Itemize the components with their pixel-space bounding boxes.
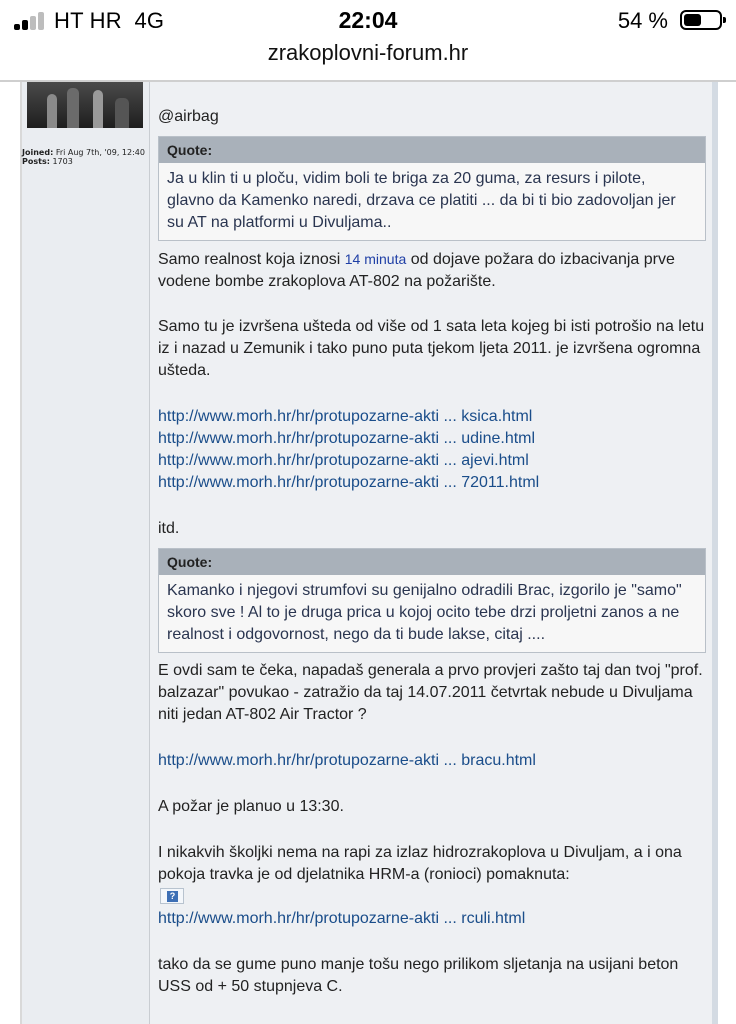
network-label: 4G: [134, 8, 165, 33]
link-ajevi[interactable]: http://www.morh.hr/hr/protupozarne-akti ... ajevi.html: [158, 452, 529, 469]
paragraph-6: tako da se gume puno manje tošu nego prilikom sljetanja na usijani beton USS od + 50 stupnjeva C.: [158, 956, 679, 995]
user-avatar[interactable]: [27, 82, 143, 128]
quote-block-2: [158, 548, 706, 653]
paragraph-3: E ovdi sam te čeka, napadaš generala a prvo provjeri zašto taj dan tvoj "prof. balzazar" povukao - zatražio da taj 14.07.2011 četvrtak nebude u Divuljama niti jedan AT-802 Air Tractor ?: [158, 662, 703, 723]
links-group-1: [158, 406, 708, 494]
paragraph-5: I nikakvih školjki nema na rapi za izlaz hidrozrakoplova u Divuljam, a i ona pokoja travka je od djelatnika HRM-a (ronioci) pomaknuta:: [158, 844, 682, 883]
address-bar[interactable]: zrakoplovni-forum.hr: [267, 40, 469, 65]
broken-image-icon[interactable]: ?: [160, 888, 184, 904]
paragraph-1: Samo realnost koja iznosi 14 minuta od dojave požara do izbacivanja prve vodene bombe zrakoplova AT-802 na požarište.: [158, 251, 675, 290]
posts-label: Posts:: [22, 157, 50, 166]
joined-label: Joined:: [22, 148, 54, 157]
battery-icon: [680, 10, 722, 30]
paragraph-4: A požar je planuo u 13:30.: [158, 798, 344, 815]
posts-value: 1703: [52, 157, 73, 166]
link-bracu[interactable]: http://www.morh.hr/hr/protupozarne-akti ... bracu.html: [158, 752, 536, 769]
link-ksica[interactable]: http://www.morh.hr/hr/protupozarne-akti ... ksica.html: [158, 408, 533, 425]
clock: 22:04: [338, 7, 398, 33]
mention: @airbag: [158, 108, 219, 125]
quote-text-2: Kamanko i njegovi strumfovi su genijalno odradili Brac, izgorilo je "samo" skoro sve ! Al to je druga prica u kojoj ocito tebe drzi proljetni zanos a ne realnost i odgovornost, nego da ti bude lakse, citaj ....: [167, 582, 682, 643]
status-bar: [0, 0, 736, 42]
joined-value: Fri Aug 7th, '09, 12:40: [55, 148, 145, 157]
quote-text-1: Ja u klin ti u ploču, vidim boli te briga za 20 guma, za resurs i pilote, glavno da Kamenko naredi, drzava ce platiti ... da bi ti bio zadovoljan jer su AT na platformi u Divuljama..: [167, 170, 676, 231]
post-edge: [712, 82, 718, 1024]
battery-percent: 54 %: [617, 8, 668, 33]
quote-block-1: [158, 136, 706, 241]
link-rculi[interactable]: http://www.morh.hr/hr/protupozarne-akti ... rculi.html: [158, 910, 526, 927]
paragraph-2: Samo tu je izvršena ušteda od više od 1 sata leta kojeg bi isti potrošio na letu iz i nazad u Zemunik i tako puno puta tjekom ljeta 2011. je izvršena ogromna ušteda.: [158, 318, 705, 379]
quote-header-2: Quote:: [159, 549, 705, 575]
user-info: [22, 148, 150, 166]
quote-header-1: Quote:: [159, 137, 705, 163]
link-72011[interactable]: http://www.morh.hr/hr/protupozarne-akti ... 72011.html: [158, 474, 540, 491]
itd-text: itd.: [158, 520, 180, 537]
carrier-label: HT HR 4G: [54, 8, 165, 33]
highlight-minutes: 14 minuta: [344, 251, 407, 267]
link-udine[interactable]: http://www.morh.hr/hr/protupozarne-akti ... udine.html: [158, 430, 536, 447]
author-column: [22, 82, 150, 1024]
